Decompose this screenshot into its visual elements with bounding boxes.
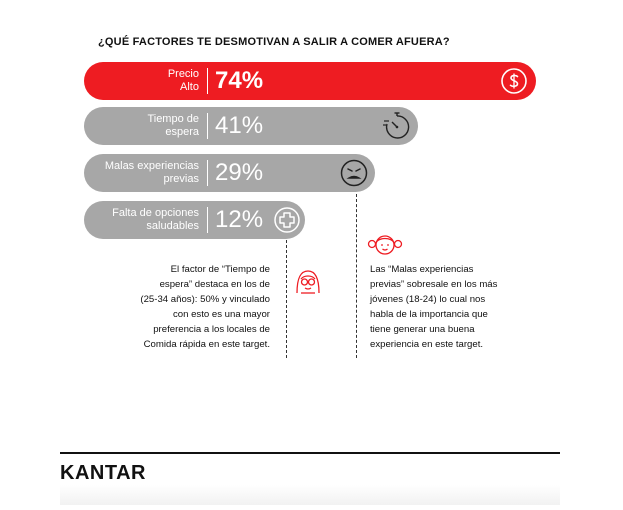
bar-separator [207,207,208,233]
bar-separator [207,68,208,94]
bar-value: 74% [215,67,264,94]
angry-face-icon [339,158,369,188]
bar-value: 29% [215,159,264,186]
dollar-icon [500,67,528,95]
woman-glasses-icon [292,265,324,297]
chart-title: ¿QUÉ FACTORES TE DESMOTIVAN A SALIR A COMER AFUERA? [98,36,450,48]
footer-fade [60,485,560,505]
bar-tiempo-espera [84,107,418,145]
footer-divider [60,452,560,454]
bar-separator [207,160,208,186]
connector-line-right [356,194,357,358]
bar-value: 12% [215,206,264,233]
bar-separator [207,113,208,139]
bar-label: Tiempo de espera [147,113,199,138]
connector-line-left [286,240,287,358]
bar-value: 41% [215,112,264,139]
bar-precio-alto [84,62,536,100]
bar-label: Falta de opciones saludables [112,207,199,232]
note-right: Las “Malas experiencias previas” sobresale en los más jóvenes (18-24) lo cual nos habla de la importancia que tiene generar una buena experiencia en este target. [370,264,498,350]
bar-malas-experiencias [84,154,375,192]
girl-pigtails-icon [367,228,403,260]
bar-falta-opciones-saludables [84,201,305,239]
note-left: El factor de “Tiempo de espera” destaca en los de (25-34 años): 50% y vinculado con esto es una mayor preferencia a los locales de Comida rápida en este target. [140,264,270,350]
stopwatch-icon [382,111,412,141]
plus-circle-icon [273,206,301,234]
brand-logo: KANTAR [60,462,146,484]
bar-label: Precio Alto [167,68,199,93]
bar-label: Malas experiencias previas [104,160,199,185]
